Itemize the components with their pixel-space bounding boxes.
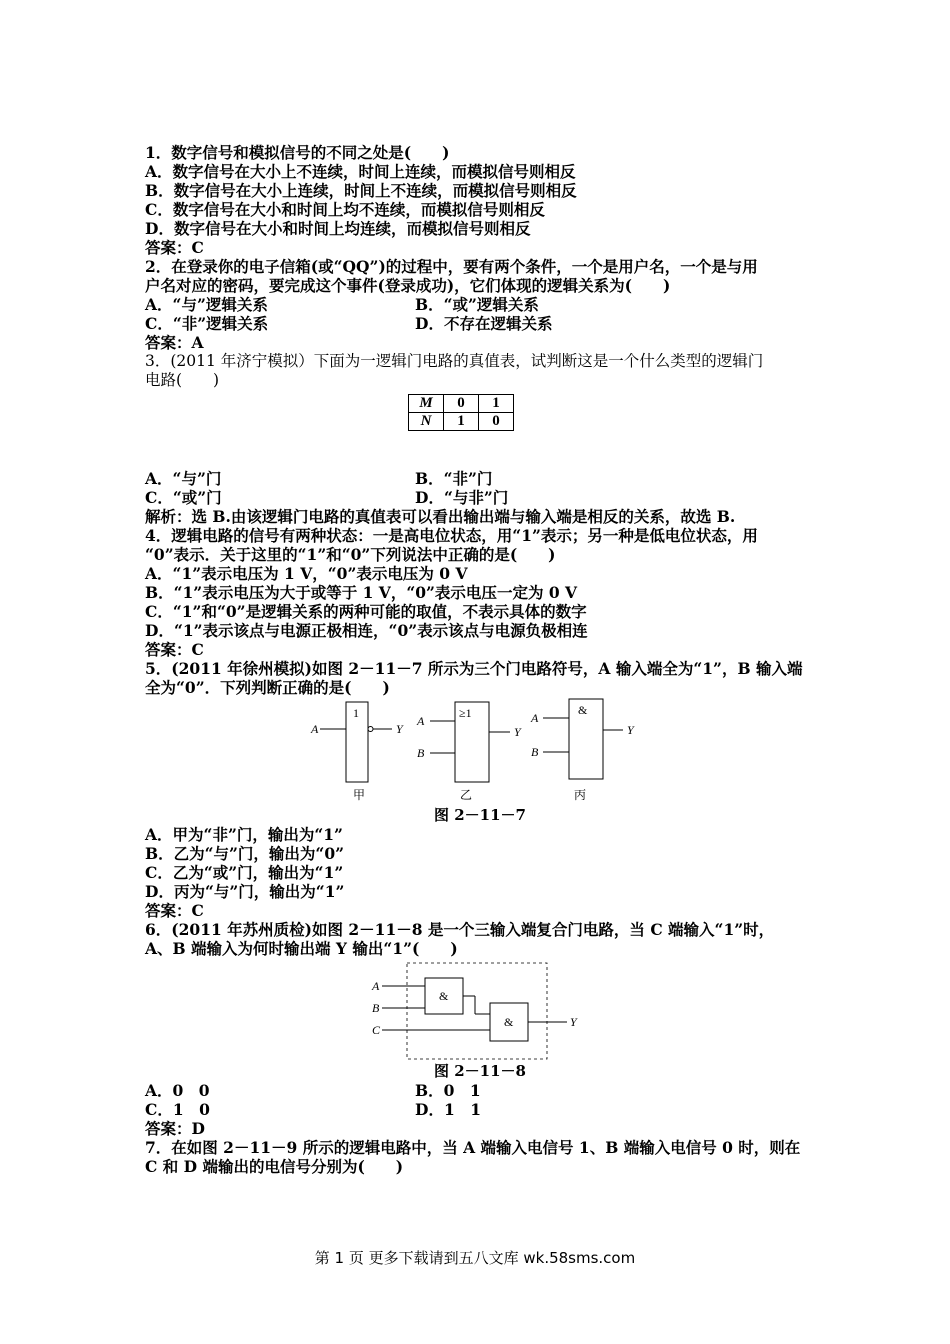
input-c-label: C xyxy=(372,1023,381,1037)
q6-option-b: B．0 1 xyxy=(415,1081,481,1100)
question-1-stem: 1．数字信号和模拟信号的不同之处是( ) xyxy=(145,143,450,162)
question-4-stem-line1: 4．逻辑电路的信号有两种状态：一是高电位状态，用“1”表示；另一种是低电位状态，用 xyxy=(145,526,758,545)
question-6-stem-line1: 6．(2011 年苏州质检)如图 2－11－8 是一个三输入端复合门电路，当 C 端输入“1”时， xyxy=(145,920,775,939)
q1-option-d: D．数字信号在大小和时间上均连续，而模拟信号则相反 xyxy=(145,219,531,238)
q2-options-row2 xyxy=(145,314,815,333)
input-b-label: B xyxy=(417,746,425,760)
question-2-stem-line1: 2．在登录你的电子信箱(或“QQ”)的过程中，要有两个条件，一个是用户名，一个是与用 xyxy=(145,257,758,276)
q3-option-d: D．“与非”门 xyxy=(415,488,509,507)
q4-option-b: B．“1”表示电压为大于或等于 1 V，“0”表示电压一定为 0 V xyxy=(145,583,578,602)
figure-caption: 图 2－11－8 xyxy=(434,1062,526,1080)
figure-caption: 图 2－11－7 xyxy=(434,806,526,824)
q6-option-d: D．1 1 xyxy=(415,1100,482,1119)
question-4-stem-line2: “0”表示．关于这里的“1”和“0”下列说法中正确的是( ) xyxy=(145,545,556,564)
question-3-stem-line2: 电路( ) xyxy=(145,371,220,389)
and-gate-2-symbol: & xyxy=(504,1015,514,1029)
q2-option-a: A．“与”逻辑关系 xyxy=(145,295,268,314)
figure-gate-names xyxy=(145,790,815,806)
q5-option-c: C．乙为“或”门，输出为“1” xyxy=(145,863,344,882)
input-b-label: B xyxy=(372,1001,380,1015)
question-5-stem-line1: 5．(2011 年徐州模拟)如图 2－11－7 所示为三个门电路符号，A 输入端全为“1”，B 输入端 xyxy=(145,659,803,678)
question-5-stem-line2: 全为“0”．下列判断正确的是( ) xyxy=(145,678,390,697)
input-a-label: A xyxy=(531,711,539,725)
q2-answer: 答案：A xyxy=(145,333,204,352)
q3-option-a: A．“与”门 xyxy=(145,469,222,488)
question-2-stem-line2: 户名对应的密码，要完成这个事件(登录成功)，它们体现的逻辑关系为( ) xyxy=(145,276,671,295)
truth-table-row xyxy=(409,395,514,413)
output-y-label: Y xyxy=(570,1015,577,1029)
inversion-bubble xyxy=(368,727,373,732)
gate1-symbol: 1 xyxy=(353,706,359,720)
q3-option-b: B．“非”门 xyxy=(415,469,493,488)
input-a-label: A xyxy=(417,714,425,728)
q6-options-row1 xyxy=(145,1081,815,1100)
table-cell: 0 xyxy=(479,413,514,431)
q5-option-a: A．甲为“非”门，输出为“1” xyxy=(145,825,343,844)
q1-option-c: C．数字信号在大小和时间上均不连续，而模拟信号则相反 xyxy=(145,200,545,219)
q2-option-d: D．不存在逻辑关系 xyxy=(415,314,553,333)
question-7-stem-line1: 7．在如图 2－11－9 所示的逻辑电路中，当 A 端输入电信号 1、B 端输入电信号 0 时，则在 xyxy=(145,1138,801,1157)
q2-option-c: C．“非”逻辑关系 xyxy=(145,314,269,333)
compound-gate-diagram xyxy=(145,958,815,1062)
input-a-label: A xyxy=(311,722,319,736)
table-cell: 1 xyxy=(444,413,479,431)
figure-2-11-8 xyxy=(145,958,815,1062)
page-footer: 第 1 页 更多下载请到五八文库 wk.58sms.com xyxy=(314,1249,636,1267)
table-cell: N xyxy=(409,413,444,431)
q4-option-c: C．“1”和“0”是逻辑关系的两种可能的取值，不表示具体的数字 xyxy=(145,602,587,621)
q3-analysis: 解析：选 B.由该逻辑门电路的真值表可以看出输出端与输入端是相反的关系，故选 B. xyxy=(145,507,736,526)
q1-option-b: B．数字信号在大小上连续，时间上不连续，而模拟信号则相反 xyxy=(145,181,577,200)
truth-table-row xyxy=(409,413,514,431)
q2-option-b: B．“或”逻辑关系 xyxy=(415,295,539,314)
gate3-symbol: & xyxy=(578,703,588,717)
q3-option-c: C．“或”门 xyxy=(145,488,222,507)
question-6-stem-line2: A、B 端输入为何时输出端 Y 输出“1”( ) xyxy=(145,939,458,958)
question-3-stem-line1: 3．(2011 年济宁模拟）下面为一逻辑门电路的真值表，试判断这是一个什么类型的逻辑门 xyxy=(145,352,764,370)
truth-table xyxy=(408,394,514,431)
q6-option-c: C．1 0 xyxy=(145,1100,210,1119)
q5-option-d: D．丙为“与”门，输出为“1” xyxy=(145,882,345,901)
q6-answer: 答案：D xyxy=(145,1119,205,1138)
and-gate-1-symbol: & xyxy=(439,989,449,1003)
gate3-name: 丙 xyxy=(574,788,587,802)
figure-2-11-7 xyxy=(145,697,815,790)
output-y-label: Y xyxy=(627,723,634,737)
q4-option-d: D．“1”表示该点与电源正极相连，“0”表示该点与电源负极相连 xyxy=(145,621,588,640)
q4-answer: 答案：C xyxy=(145,640,204,659)
document-body xyxy=(145,143,815,1176)
gate-symbols-diagram xyxy=(145,697,815,790)
gate2-symbol: ≥1 xyxy=(459,706,472,720)
table-cell: 1 xyxy=(479,395,514,413)
q6-option-a: A．0 0 xyxy=(145,1081,210,1100)
gate2-name: 乙 xyxy=(460,788,473,802)
q2-options-row1 xyxy=(145,295,815,314)
table-cell: M xyxy=(409,395,444,413)
q5-answer: 答案：C xyxy=(145,901,204,920)
input-a-label: A xyxy=(372,979,380,993)
output-y-label: Y xyxy=(396,722,403,736)
output-y-label: Y xyxy=(514,725,521,739)
input-b-label: B xyxy=(531,745,539,759)
q1-answer: 答案：C xyxy=(145,238,204,257)
q4-option-a: A．“1”表示电压为 1 V，“0”表示电压为 0 V xyxy=(145,564,468,583)
question-7-stem-line2: C 和 D 端输出的电信号分别为( ) xyxy=(145,1157,404,1176)
dashed-boundary xyxy=(407,963,547,1059)
q3-options-row1 xyxy=(145,469,815,488)
q5-option-b: B．乙为“与”门，输出为“0” xyxy=(145,844,345,863)
q1-option-a: A．数字信号在大小上不连续，时间上连续，而模拟信号则相反 xyxy=(145,162,576,181)
gate1-name: 甲 xyxy=(353,788,366,802)
table-cell: 0 xyxy=(444,395,479,413)
q3-options-row2 xyxy=(145,488,815,507)
q6-options-row2 xyxy=(145,1100,815,1119)
